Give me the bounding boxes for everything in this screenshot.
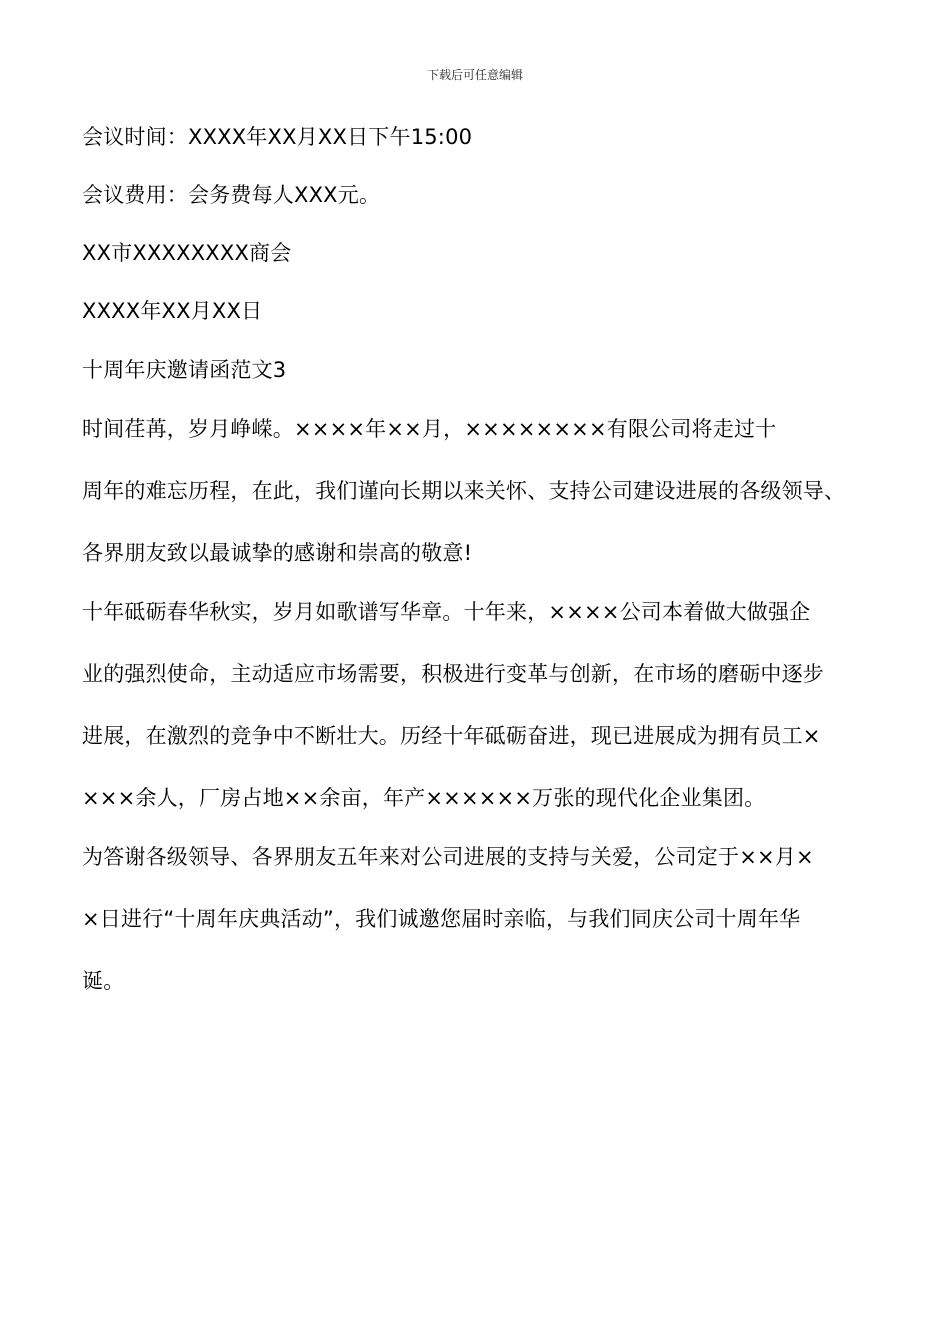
paragraph-line: 十年砥砺春华秋实，岁月如歌谱写华章。十年来，××××公司本着做大做强企 [82, 600, 811, 624]
meeting-time: 会议时间：XXXX年XX月XX日下午15:00 [82, 125, 473, 149]
paragraph-line: 为答谢各级领导、各界朋友五年来对公司进展的支持与关爱，公司定于××月× [82, 845, 814, 869]
document-date: XXXX年XX月XX日 [82, 299, 263, 323]
section-title: 十周年庆邀请函范文3 [82, 358, 287, 382]
header-note: 下载后可任意编辑 [426, 68, 523, 82]
paragraph-line: 业的强烈使命，主动适应市场需要，积极进行变革与创新，在市场的磨砺中逐步 [82, 662, 824, 686]
paragraph-line: 周年的难忘历程，在此，我们谨向长期以来关怀、支持公司建设进展的各级领导、 [82, 479, 846, 503]
paragraph-line: ×××余人，厂房占地××余亩，年产××××××万张的现代化企业集团。 [82, 786, 766, 810]
meeting-fee: 会议费用：会务费每人XXX元。 [82, 183, 381, 207]
organizer-name: XX市XXXXXXXX商会 [82, 241, 292, 265]
paragraph-line: 诞。 [82, 969, 125, 993]
paragraph-line: 时间荏苒，岁月峥嵘。××××年××月，××××××××有限公司将走过十 [82, 417, 777, 441]
paragraph-line: 进展，在激烈的竞争中不断壮大。历经十年砥砺奋进，现已进展成为拥有员工× [82, 724, 821, 748]
paragraph-line: ×日进行“十周年庆典活动”，我们诚邀您届时亲临，与我们同庆公司十周年华 [82, 907, 801, 931]
paragraph-line: 各界朋友致以最诚挚的感谢和崇高的敬意! [82, 541, 473, 565]
